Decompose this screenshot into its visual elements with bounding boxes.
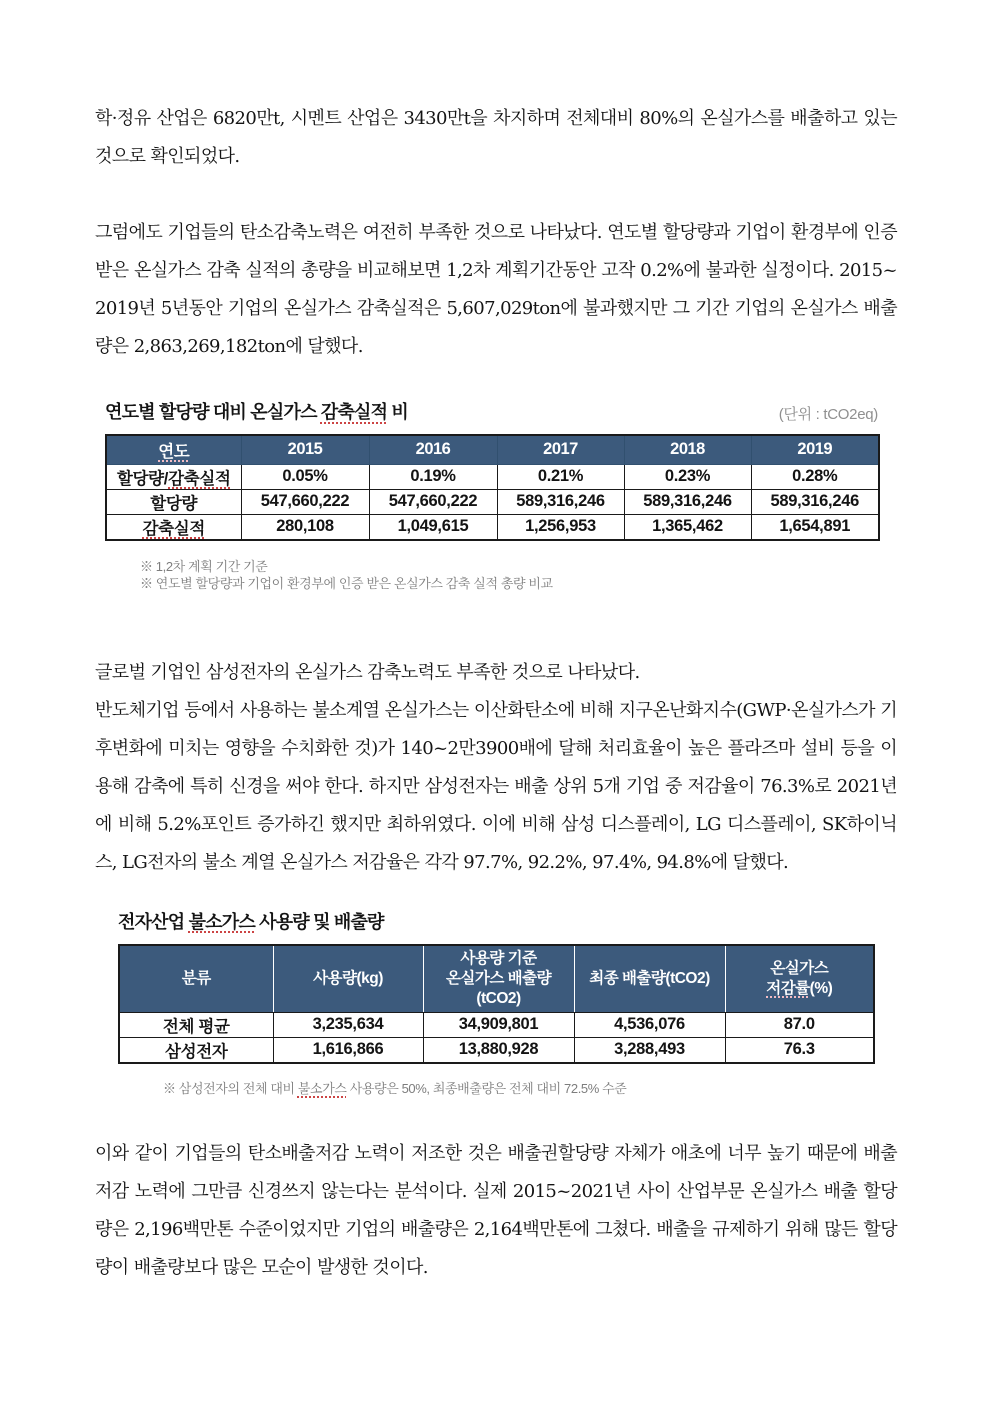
table1-title	[105, 398, 408, 424]
table1-unit-label: (단위 : tCO2eq)	[778, 406, 878, 423]
row-label-reduction: 감축실적	[106, 514, 241, 540]
table1-allocation-vs-reduction	[105, 434, 880, 541]
table-cell: 3,235,634	[273, 1012, 423, 1037]
table-cell: 76.3	[725, 1037, 874, 1063]
table-cell: 280,108	[241, 514, 369, 540]
column-header-year: 연도	[106, 435, 241, 464]
column-header-2018: 2018	[624, 435, 751, 464]
table2-section	[118, 908, 873, 1097]
table-cell: 0.19%	[369, 464, 497, 489]
column-header-usage-based-emission: 사용량 기준 온실가스 배출량 (tCO2)	[423, 945, 574, 1013]
table-cell: 1,256,953	[497, 514, 624, 540]
table-cell: 34,909,801	[423, 1012, 574, 1037]
table-cell: 1,654,891	[751, 514, 879, 540]
paragraph-allocation-contradiction: 이와 같이 기업들의 탄소배출저감 노력이 저조한 것은 배출권할당량 자체가 애초에 너무 높기 때문에 배출저감 노력에 그만큼 신경쓰지 않는다는 분석이다. 실제 2015~2021년 사이 산업부문 온실가스 배출 할당량은 2,196백만톤 수준이었지만 기업의 배출량은 2,164백만톤에 그쳤다. 배출을 규제하기 위해 많든 할당량이 배출량보다 많은 모순이 발생한 것이다.	[95, 1142, 897, 1278]
table-cell: 547,660,222	[369, 489, 497, 514]
table-cell: 1,049,615	[369, 514, 497, 540]
row-label-overall-average: 전체 평균	[119, 1012, 273, 1037]
paragraph-reduction-effort: 그럼에도 기업들의 탄소감축노력은 여전히 부족한 것으로 나타났다. 연도별 할당량과 기업이 환경부에 인증받은 온실가스 감축 실적의 총량을 비교해보면 1,2차 계획기간동안 고작 0.2%에 불과한 실정이다. 2015~2019년 5년동안 기업의 온실가스 감축실적은 5,607,029ton에 불과했지만 그 기간 기업의 온실가스 배출량은 2,863,269,182ton에 달했다.	[95, 222, 897, 357]
table-cell: 0.28%	[751, 464, 879, 489]
table1-footnotes	[140, 558, 878, 592]
table-cell: 1,616,866	[273, 1037, 423, 1063]
table2-header-row	[119, 945, 874, 1013]
table2-fluorinated-gas-usage	[118, 944, 875, 1064]
table-cell: 1,365,462	[624, 514, 751, 540]
table2-title-prefix: 전자산업	[118, 911, 189, 932]
table-row-samsung	[119, 1037, 874, 1063]
table2-footnotes	[163, 1080, 873, 1097]
table1-title-spellcheck-word: 감축실적	[320, 402, 388, 422]
footnote-comparison-basis: ※ 연도별 할당량과 기업이 환경부에 인증 받은 온실가스 감축 실적 총량 비교	[140, 575, 553, 591]
table1-title-suffix: 비	[387, 402, 409, 422]
row-label-ratio: 할당량/감축실적	[106, 464, 241, 489]
table-row-overall-average	[119, 1012, 874, 1037]
table-row-reduction	[106, 514, 879, 540]
column-header-2017: 2017	[497, 435, 624, 464]
table-cell: 547,660,222	[241, 489, 369, 514]
table1-title-prefix: 연도별 할당량 대비 온실가스	[105, 402, 321, 422]
column-header-category: 분류	[119, 945, 273, 1013]
footnote-plan-period: ※ 1,2차 계획 기간 기준	[140, 558, 268, 574]
table-cell: 87.0	[725, 1012, 874, 1037]
table2-title-suffix: 사용량 및 배출량	[254, 911, 384, 932]
table-cell: 0.23%	[624, 464, 751, 489]
table-cell: 0.05%	[241, 464, 369, 489]
table1-title-row	[105, 398, 878, 424]
table-row-ratio	[106, 464, 879, 489]
table-cell: 589,316,246	[751, 489, 879, 514]
paragraph-samsung-intro: 글로벌 기업인 삼성전자의 온실가스 감축노력도 부족한 것으로 나타났다.	[95, 661, 640, 683]
table-cell: 0.21%	[497, 464, 624, 489]
column-header-2016: 2016	[369, 435, 497, 464]
column-header-2015: 2015	[241, 435, 369, 464]
paragraph-industry-emissions: 학·정유 산업은 6820만t, 시멘트 산업은 3430만t을 차지하며 전체대비 80%의 온실가스를 배출하고 있는 것으로 확인되었다.	[95, 108, 897, 167]
table2-title	[118, 908, 384, 934]
row-label-allocation: 할당량	[106, 489, 241, 514]
column-header-final-emission: 최종 배출량(tCO2)	[574, 945, 725, 1013]
table1-header-row	[106, 435, 879, 464]
table1-section	[105, 398, 878, 592]
row-label-samsung: 삼성전자	[119, 1037, 273, 1063]
table2-title-spellcheck-word: 불소가스	[188, 911, 255, 932]
table-row-allocation	[106, 489, 879, 514]
column-header-reduction-rate: 온실가스 저감률(%)	[725, 945, 874, 1013]
table-cell: 13,880,928	[423, 1037, 574, 1063]
footnote-samsung-share: ※ 삼성전자의 전체 대비 불소가스 사용량은 50%, 최종배출량은 전체 대비 72.5% 수준	[163, 1080, 627, 1096]
paragraph-fluorinated-gas: 반도체기업 등에서 사용하는 불소계열 온실가스는 이산화탄소에 비해 지구온난화지수(GWP·온실가스가 기후변화에 미치는 영향을 수치화한 것)가 140~2만3900배에 달해 처리효율이 높은 플라즈마 설비 등을 이용해 감축에 특히 신경을 써야 한다. 하지만 삼성전자는 배출 상위 5개 기업 중 저감율이 76.3%로 2021년에 비해 5.2%포인트 증가하긴 했지만 최하위였다. 이에 비해 삼성 디스플레이, LG 디스플레이, SK하이닉스, LG전자의 불소 계열 온실가스 저감율은 각각 97.7%, 92.2%, 97.4%, 94.8%에 달했다.	[95, 699, 897, 873]
table-cell: 589,316,246	[497, 489, 624, 514]
table-cell: 3,288,493	[574, 1037, 725, 1063]
table-cell: 4,536,076	[574, 1012, 725, 1037]
column-header-usage: 사용량(kg)	[273, 945, 423, 1013]
table2-title-row	[118, 908, 873, 934]
column-header-2019: 2019	[751, 435, 879, 464]
table-cell: 589,316,246	[624, 489, 751, 514]
